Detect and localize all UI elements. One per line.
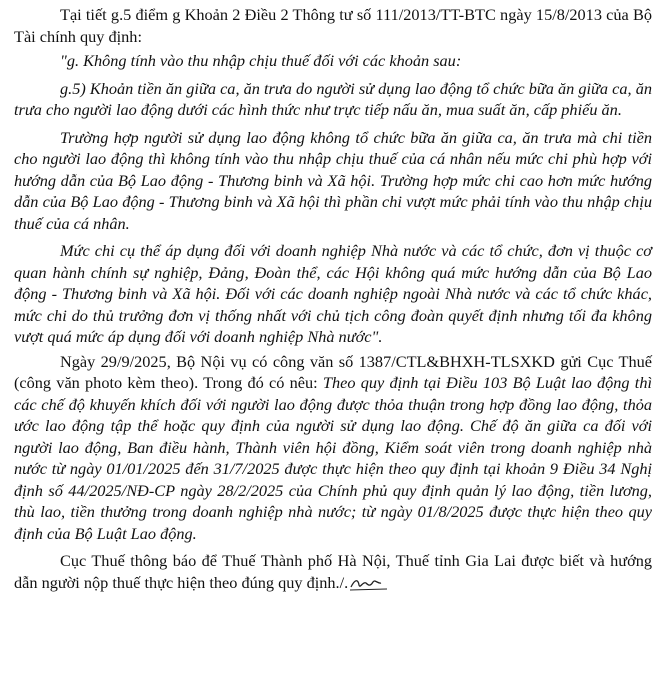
- letter-intro-text: Ngày 29/9/2025, Bộ Nội vụ có công văn số 1387/CTL&BHXH-TLSXKD gửi Cục Thuế (công văn photo kèm theo). Trong đó có nêu:: [14, 351, 652, 392]
- paragraph-legal-basis: Tại tiết g.5 điểm g Khoản 2 Điều 2 Thông tư số 111/2013/TT-BTC ngày 15/8/2013 của Bộ Tài chính quy định:: [14, 5, 652, 46]
- paragraph-quote-heading: "g. Không tính vào thu nhập chịu thuế đối với các khoản sau:: [60, 51, 462, 70]
- paragraph-quote-g5: g.5) Khoản tiền ăn giữa ca, ăn trưa do người sử dụng lao động tổ chức bữa ăn giữa ca, ăn trưa cho người lao động dưới các hình thức như trực tiếp nấu ăn, mua suất ăn, cấp phiếu ăn.: [14, 78, 652, 119]
- paragraph-ministry-letter: [14, 351, 652, 545]
- paragraph-quote-spending-level: Mức chi cụ thể áp dụng đối với doanh nghiệp Nhà nước và các tổ chức, đơn vị thuộc cơ quan hành chính sự nghiệp, Đảng, Đoàn thể, các Hội không quá mức hướng dẫn của Bộ Lao động - Thương binh và Xã hội. Đối với các doanh nghiệp ngoài Nhà nước và các tổ chức khác, mức chi do thủ trưởng đơn vị thống nhất với chủ tịch công đoàn quyết định nhưng tối đa không vượt quá mức áp dụng đối với doanh nghiệp Nhà nước".: [14, 241, 652, 346]
- paragraph-quote-cash-allowance: Trường hợp người sử dụng lao động không tổ chức bữa ăn giữa ca, ăn trưa mà chi tiền cho người lao động thì không tính vào thu nhập chịu thuế của cá nhân nếu mức chi phù hợp với hướng dẫn của Bộ Lao động - Thương binh và Xã hội. Trường hợp mức chi cao hơn mức hướng dẫn của Bộ Lao động - Thương binh và Xã hội thì phần chi vượt mức phải tính vào thu nhập chịu thuế của cá nhân.: [14, 127, 652, 233]
- paragraph-closing: [14, 550, 652, 593]
- document-body: [14, 4, 652, 593]
- handwritten-initial-icon: [349, 575, 389, 591]
- closing-text: Cục Thuế thông báo để Thuế Thành phố Hà Nội, Thuế tỉnh Gia Lai được biết và hướng dẫn người nộp thuế thực hiện theo đúng quy định./.: [14, 551, 652, 592]
- letter-quote-text: Theo quy định tại Điều 103 Bộ Luật lao động thì các chế độ khuyến khích đối với người lao động được thỏa thuận trong hợp đồng lao động, thỏa ước lao động tập thể hoặc quy định của người sử dụng lao động. Chế độ ăn giữa ca đối với người lao động, Ban điều hành, Thành viên hội đồng, Kiểm soát viên trong doanh nghiệp nhà nước từ ngày 01/01/2025 đến 31/7/2025 được thực hiện theo quy định tại khoản 9 Điều 34 Nghị định số 44/2025/NĐ-CP ngày 28/2/2025 của Chính phủ quy định quản lý lao động, tiền lương, thù lao, tiền thưởng trong doanh nghiệp nhà nước; từ ngày 01/8/2025 được thực hiện theo quy định của Bộ Luật Lao động.: [14, 373, 652, 543]
